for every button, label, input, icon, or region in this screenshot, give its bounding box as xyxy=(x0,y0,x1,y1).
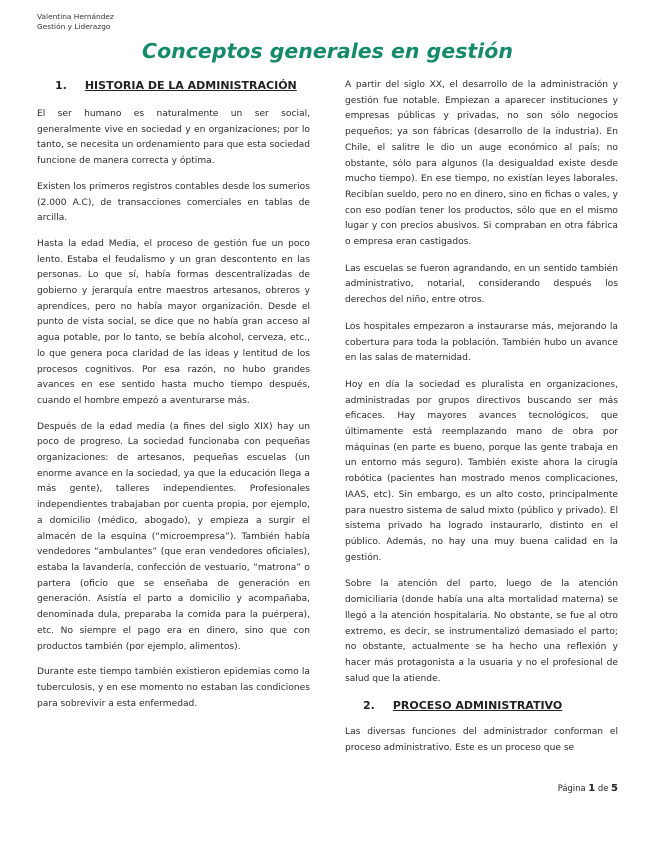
page-title: Conceptos generales en gestión xyxy=(142,39,513,63)
section-1-title: HISTORIA DE LA ADMINISTRACIÓN xyxy=(84,79,297,92)
document-header xyxy=(37,12,114,32)
page-label: Página xyxy=(557,783,586,793)
page-of: de xyxy=(597,783,609,793)
section-2-heading xyxy=(345,698,618,714)
paragraph: Las escuelas se fueron agrandando, en un sentido también administrativo, notarial, considerando después los derechos del niño, entre otros. xyxy=(345,263,618,306)
paragraph: Existen los primeros registros contables desde los sumerios (2.000 A.C), de transacciones comerciales en tablas de arcilla. xyxy=(37,181,310,224)
right-column xyxy=(345,78,618,768)
paragraph: Hasta la edad Media, el proceso de gestión fue un poco lento. Estaba el feudalismo y un gran descontento en las personas. Lo que sí, había formas descentralizadas de gobierno y jerarquía entre maestros artesanos, obreros y aprendices, pero no había mayor organización. Desde el punto de vista social, se dice que no había gran acceso al agua potable, por lo tanto, se bebía alcohol, cerveza, etc., lo que genera poca claridad de las ideas y lentitud de los procesos cognitivos. Por esa razón, no hubo grandes avances en ese sentido hasta mucho tiempo después, cuando el hombre empezó a aventurarse más. xyxy=(37,238,310,406)
paragraph: Los hospitales empezaron a instaurarse más, mejorando la cobertura para toda la población. También hubo un avance en las salas de maternidad. xyxy=(345,321,618,364)
section-2-title: PROCESO ADMINISTRATIVO xyxy=(392,699,563,713)
paragraph: Sobre la atención del parto, luego de la atención domiciliaria (donde había una alta mortalidad materna) se llegó a la atención hospitalaria. No obstante, se fue al otro extremo, es decir, se instrumentalizó demasiado el parto; no obstante, actualmente se ha hecho una reflexión y hacer más protagonista a la usuaria y no el profesional de salud que la atiende. xyxy=(345,579,618,684)
paragraph: Después de la edad media (a fines del siglo XIX) hay un poco de progreso. La sociedad funcionaba con pequeñas organizaciones: de artesanos, pequeñas escuelas (un enorme avance en la sociedad, ya que la educación llega a más gente), talleres independientes. Profesionales independientes trabajaban por cuenta propia, por ejemplo, a domicilio (médico, abogado), y empieza a surgir el almacén de la esquina (“microempresa”). También había vendedores “ambulantes” (que eran vendedores oficiales), estaba la lavandería, confección de vestuario, “matrona” o partera (oficio que se enseñaba de generación en generación. Asistía el parto a domicilio y acompañaba, denominada dula, preparaba la comida para la puérpera), etc. No siempre el pago era en dinero, sino que con productos también (por ejemplo, alimentos). xyxy=(37,421,310,652)
paragraph: El ser humano es naturalmente un ser social, generalmente vive en sociedad y en organizaciones; por lo tanto, se necesita un ordenamiento para que esta sociedad funcione de manera correcta y óptima. xyxy=(37,109,310,167)
page-number xyxy=(558,783,618,794)
page-current: 1 xyxy=(588,783,596,794)
paragraph: A partir del siglo XX, el desarrollo de la administración y gestión fue notable. Empiezan a aparecer instituciones y empresas públicas y privadas, no son sólo negocios pequeños; ya son fábricas (desarrollo de la industria). En Chile, el salitre le dio un auge económico al país; no obstante, sólo para algunos (la desigualdad existe desde mucho tiempo). En ese tiempo, no existían leyes laborales. Recibían sueldo, pero no en dinero, sino en fichas o vales, y con eso podían tener los productos, sólo que en el mismo lugar y con precios abusivos. Si compraban en otra fábrica o empresa eran castigados. xyxy=(345,80,618,248)
author-name: Valentina Hernández xyxy=(37,12,114,21)
course-name: Gestión y Liderazgo xyxy=(37,22,111,31)
paragraph: Hoy en día la sociedad es pluralista en organizaciones, administradas por grupos directivos buscando ser más eficaces. Hay mayores avances tecnológicos, que últimamente está reemplazando mano de obra por máquinas (en parte es bueno, porque las gente trabaja en un entorno más seguro). También existe ahora la cirugía robótica (pacientes han mostrado menos complicaciones, IAAS, etc). Sin embargo, es un alto costo, principalmente para nuestro sistema de salud mixto (público y privado). El sistema privado ha logrado instaurarlo, distinto en el público. Además, no hay una muy buena calidad en la gestión. xyxy=(345,379,618,563)
paragraph: Las diversas funciones del administrador conforman el proceso administrativo. Este es un proceso que se xyxy=(345,727,618,754)
section-1-number: 1. xyxy=(55,79,67,92)
left-column xyxy=(37,78,310,722)
section-1-heading xyxy=(37,78,310,94)
page-total: 5 xyxy=(611,783,618,794)
section-2-number: 2. xyxy=(363,699,375,713)
paragraph: Durante este tiempo también existieron epidemias como la tuberculosis, y en ese momento no estaban las condiciones para sobrevivir a esta enfermedad. xyxy=(37,667,310,709)
